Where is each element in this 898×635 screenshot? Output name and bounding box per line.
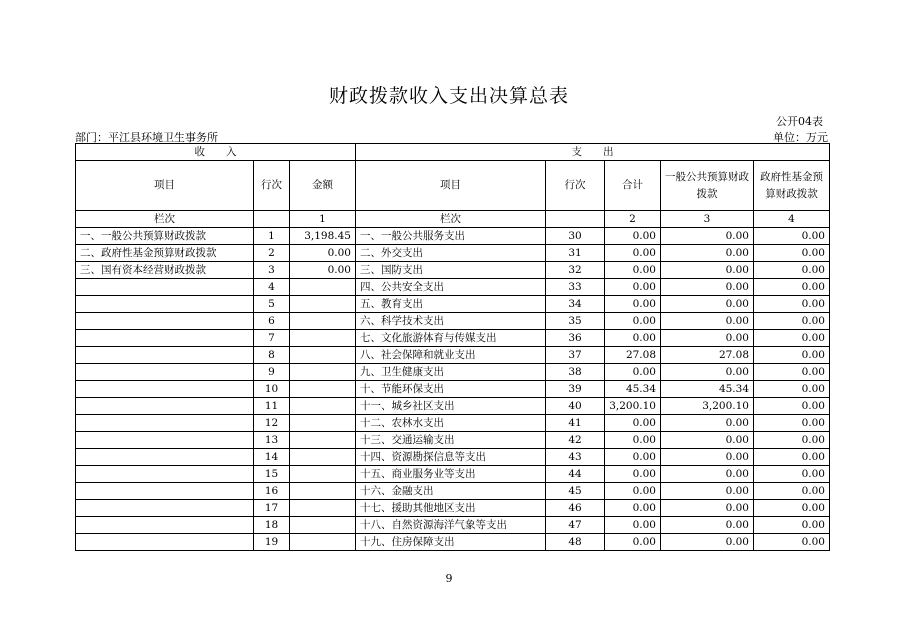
header-columns-row [76, 161, 830, 211]
income-item-cell [76, 483, 254, 500]
income-item-cell [76, 517, 254, 534]
column-number-1: 1 [290, 211, 356, 228]
income-amount-cell [290, 330, 356, 347]
general-budget-cell: 0.00 [661, 432, 754, 449]
table-row [76, 347, 830, 364]
income-amount-cell: 0.00 [290, 262, 356, 279]
income-item-header: 项目 [76, 161, 254, 211]
income-amount-cell [290, 534, 356, 551]
expense-item-cell: 七、文化旅游体育与传媒支出 [356, 330, 546, 347]
income-amount-cell [290, 500, 356, 517]
column-number-row [76, 211, 830, 228]
income-line-header: 行次 [254, 161, 290, 211]
header-section-row [76, 144, 830, 161]
table-row [76, 483, 830, 500]
expense-item-cell: 十五、商业服务业等支出 [356, 466, 546, 483]
total-cell: 0.00 [605, 296, 661, 313]
gov-fund-cell: 0.00 [754, 415, 830, 432]
column-label-left: 栏次 [76, 211, 254, 228]
income-line-cell: 17 [254, 500, 290, 517]
gov-fund-cell: 0.00 [754, 432, 830, 449]
total-cell: 0.00 [605, 364, 661, 381]
expense-item-cell: 十二、农林水支出 [356, 415, 546, 432]
total-cell: 0.00 [605, 262, 661, 279]
income-line-cell: 18 [254, 517, 290, 534]
expense-line-cell: 46 [546, 500, 605, 517]
income-item-cell [76, 381, 254, 398]
total-cell: 27.08 [605, 347, 661, 364]
expense-item-cell: 五、教育支出 [356, 296, 546, 313]
expense-line-cell: 30 [546, 228, 605, 245]
income-item-cell [76, 347, 254, 364]
income-line-cell: 11 [254, 398, 290, 415]
total-cell: 0.00 [605, 415, 661, 432]
table-row [76, 415, 830, 432]
column-number-3: 3 [661, 211, 754, 228]
income-item-cell [76, 364, 254, 381]
general-budget-cell: 0.00 [661, 330, 754, 347]
expense-line-cell: 43 [546, 449, 605, 466]
income-amount-cell [290, 517, 356, 534]
total-cell: 0.00 [605, 500, 661, 517]
income-line-cell: 19 [254, 534, 290, 551]
total-cell: 0.00 [605, 483, 661, 500]
column-blank [254, 211, 290, 228]
general-budget-cell: 0.00 [661, 228, 754, 245]
page-title: 财政拨款收入支出决算总表 [328, 85, 569, 107]
income-item-cell: 三、国有资本经营财政拨款 [76, 262, 254, 279]
budget-table [75, 143, 830, 551]
table-row [76, 279, 830, 296]
table-row [76, 313, 830, 330]
table-row [76, 245, 830, 262]
expense-line-cell: 33 [546, 279, 605, 296]
general-budget-cell: 0.00 [661, 517, 754, 534]
income-header: 收 入 [76, 144, 356, 161]
column-number-2: 2 [605, 211, 661, 228]
table-row [76, 381, 830, 398]
general-budget-cell: 3,200.10 [661, 398, 754, 415]
general-budget-cell: 0.00 [661, 262, 754, 279]
income-amount-cell [290, 313, 356, 330]
total-cell: 0.00 [605, 279, 661, 296]
unit-label: 单位：万元 [773, 131, 828, 144]
income-line-cell: 10 [254, 381, 290, 398]
expense-line-cell: 42 [546, 432, 605, 449]
gov-fund-cell: 0.00 [754, 483, 830, 500]
income-line-cell: 3 [254, 262, 290, 279]
expense-line-cell: 34 [546, 296, 605, 313]
table-row [76, 500, 830, 517]
expense-item-cell: 二、外交支出 [356, 245, 546, 262]
income-amount-cell [290, 364, 356, 381]
general-budget-cell: 27.08 [661, 347, 754, 364]
expense-item-cell: 四、公共安全支出 [356, 279, 546, 296]
expense-line-cell: 31 [546, 245, 605, 262]
expense-item-cell: 三、国防支出 [356, 262, 546, 279]
total-cell: 45.34 [605, 381, 661, 398]
department-label: 部门：平江县环境卫生事务所 [75, 131, 218, 144]
total-cell: 0.00 [605, 313, 661, 330]
table-row [76, 330, 830, 347]
gov-fund-cell: 0.00 [754, 262, 830, 279]
income-line-cell: 4 [254, 279, 290, 296]
expense-line-cell: 35 [546, 313, 605, 330]
income-item-cell [76, 279, 254, 296]
expense-header: 支 出 [356, 144, 830, 161]
expense-item-cell: 十七、援助其他地区支出 [356, 500, 546, 517]
column-blank [546, 211, 605, 228]
total-cell: 0.00 [605, 449, 661, 466]
gov-fund-cell: 0.00 [754, 500, 830, 517]
column-number-4: 4 [754, 211, 830, 228]
income-amount-cell [290, 466, 356, 483]
income-item-cell: 一、一般公共预算财政拨款 [76, 228, 254, 245]
gov-fund-cell: 0.00 [754, 517, 830, 534]
income-item-cell [76, 313, 254, 330]
income-amount-cell [290, 432, 356, 449]
general-budget-cell: 0.00 [661, 483, 754, 500]
expense-item-cell: 十六、金融支出 [356, 483, 546, 500]
general-budget-header: 一般公共预算财政拨款 [661, 161, 754, 211]
income-line-cell: 13 [254, 432, 290, 449]
general-budget-cell: 0.00 [661, 500, 754, 517]
income-amount-cell [290, 449, 356, 466]
income-amount-cell [290, 347, 356, 364]
table-row [76, 228, 830, 245]
gov-fund-cell: 0.00 [754, 449, 830, 466]
expense-item-header: 项目 [356, 161, 546, 211]
form-number: 公开04表 [776, 115, 823, 128]
income-line-cell: 2 [254, 245, 290, 262]
general-budget-cell: 0.00 [661, 415, 754, 432]
general-budget-cell: 0.00 [661, 449, 754, 466]
total-cell: 0.00 [605, 330, 661, 347]
expense-item-cell: 八、社会保障和就业支出 [356, 347, 546, 364]
expense-item-cell: 一、一般公共服务支出 [356, 228, 546, 245]
income-line-cell: 6 [254, 313, 290, 330]
expense-item-cell: 十、节能环保支出 [356, 381, 546, 398]
general-budget-cell: 0.00 [661, 296, 754, 313]
table-row [76, 296, 830, 313]
total-cell: 0.00 [605, 432, 661, 449]
general-budget-cell: 0.00 [661, 466, 754, 483]
expense-line-cell: 40 [546, 398, 605, 415]
income-item-cell [76, 432, 254, 449]
expense-item-cell: 六、科学技术支出 [356, 313, 546, 330]
income-line-cell: 15 [254, 466, 290, 483]
page-number: 9 [445, 572, 453, 585]
total-cell: 0.00 [605, 228, 661, 245]
general-budget-cell: 0.00 [661, 313, 754, 330]
expense-item-cell: 十一、城乡社区支出 [356, 398, 546, 415]
income-line-cell: 14 [254, 449, 290, 466]
gov-fund-cell: 0.00 [754, 313, 830, 330]
income-item-cell [76, 296, 254, 313]
table-row [76, 398, 830, 415]
income-amount-cell: 0.00 [290, 245, 356, 262]
expense-line-cell: 36 [546, 330, 605, 347]
expense-line-header: 行次 [546, 161, 605, 211]
income-line-cell: 12 [254, 415, 290, 432]
income-amount-header: 金额 [290, 161, 356, 211]
general-budget-cell: 0.00 [661, 364, 754, 381]
total-cell: 3,200.10 [605, 398, 661, 415]
gov-fund-header: 政府性基金预算财政拨款 [754, 161, 830, 211]
expense-line-cell: 47 [546, 517, 605, 534]
income-amount-cell [290, 398, 356, 415]
gov-fund-cell: 0.00 [754, 364, 830, 381]
table-row [76, 517, 830, 534]
column-label-right: 栏次 [356, 211, 546, 228]
gov-fund-cell: 0.00 [754, 347, 830, 364]
gov-fund-cell: 0.00 [754, 466, 830, 483]
income-item-cell [76, 330, 254, 347]
income-amount-cell [290, 381, 356, 398]
total-cell: 0.00 [605, 245, 661, 262]
expense-item-cell: 十四、资源勘探信息等支出 [356, 449, 546, 466]
general-budget-cell: 0.00 [661, 245, 754, 262]
total-cell: 0.00 [605, 517, 661, 534]
table-row [76, 432, 830, 449]
income-amount-cell [290, 279, 356, 296]
general-budget-cell: 0.00 [661, 279, 754, 296]
gov-fund-cell: 0.00 [754, 534, 830, 551]
income-item-cell [76, 534, 254, 551]
income-item-cell [76, 415, 254, 432]
income-amount-cell [290, 415, 356, 432]
income-item-cell [76, 449, 254, 466]
income-item-cell: 二、政府性基金预算财政拨款 [76, 245, 254, 262]
gov-fund-cell: 0.00 [754, 296, 830, 313]
income-amount-cell [290, 483, 356, 500]
expense-line-cell: 38 [546, 364, 605, 381]
table-row [76, 449, 830, 466]
expense-item-cell: 九、卫生健康支出 [356, 364, 546, 381]
general-budget-cell: 45.34 [661, 381, 754, 398]
gov-fund-cell: 0.00 [754, 228, 830, 245]
income-amount-cell: 3,198.45 [290, 228, 356, 245]
expense-line-cell: 44 [546, 466, 605, 483]
total-header: 合计 [605, 161, 661, 211]
income-line-cell: 8 [254, 347, 290, 364]
income-item-cell [76, 398, 254, 415]
income-item-cell [76, 466, 254, 483]
expense-item-cell: 十三、交通运输支出 [356, 432, 546, 449]
general-budget-cell: 0.00 [661, 534, 754, 551]
expense-line-cell: 45 [546, 483, 605, 500]
table-row [76, 534, 830, 551]
table-row [76, 466, 830, 483]
table-row [76, 262, 830, 279]
expense-line-cell: 39 [546, 381, 605, 398]
income-item-cell [76, 500, 254, 517]
income-line-cell: 9 [254, 364, 290, 381]
expense-line-cell: 48 [546, 534, 605, 551]
income-line-cell: 7 [254, 330, 290, 347]
gov-fund-cell: 0.00 [754, 381, 830, 398]
income-amount-cell [290, 296, 356, 313]
gov-fund-cell: 0.00 [754, 398, 830, 415]
income-line-cell: 1 [254, 228, 290, 245]
gov-fund-cell: 0.00 [754, 330, 830, 347]
expense-line-cell: 37 [546, 347, 605, 364]
total-cell: 0.00 [605, 534, 661, 551]
table-row [76, 364, 830, 381]
total-cell: 0.00 [605, 466, 661, 483]
expense-item-cell: 十九、住房保障支出 [356, 534, 546, 551]
expense-line-cell: 41 [546, 415, 605, 432]
gov-fund-cell: 0.00 [754, 245, 830, 262]
income-line-cell: 5 [254, 296, 290, 313]
income-line-cell: 16 [254, 483, 290, 500]
expense-line-cell: 32 [546, 262, 605, 279]
gov-fund-cell: 0.00 [754, 279, 830, 296]
expense-item-cell: 十八、自然资源海洋气象等支出 [356, 517, 546, 534]
